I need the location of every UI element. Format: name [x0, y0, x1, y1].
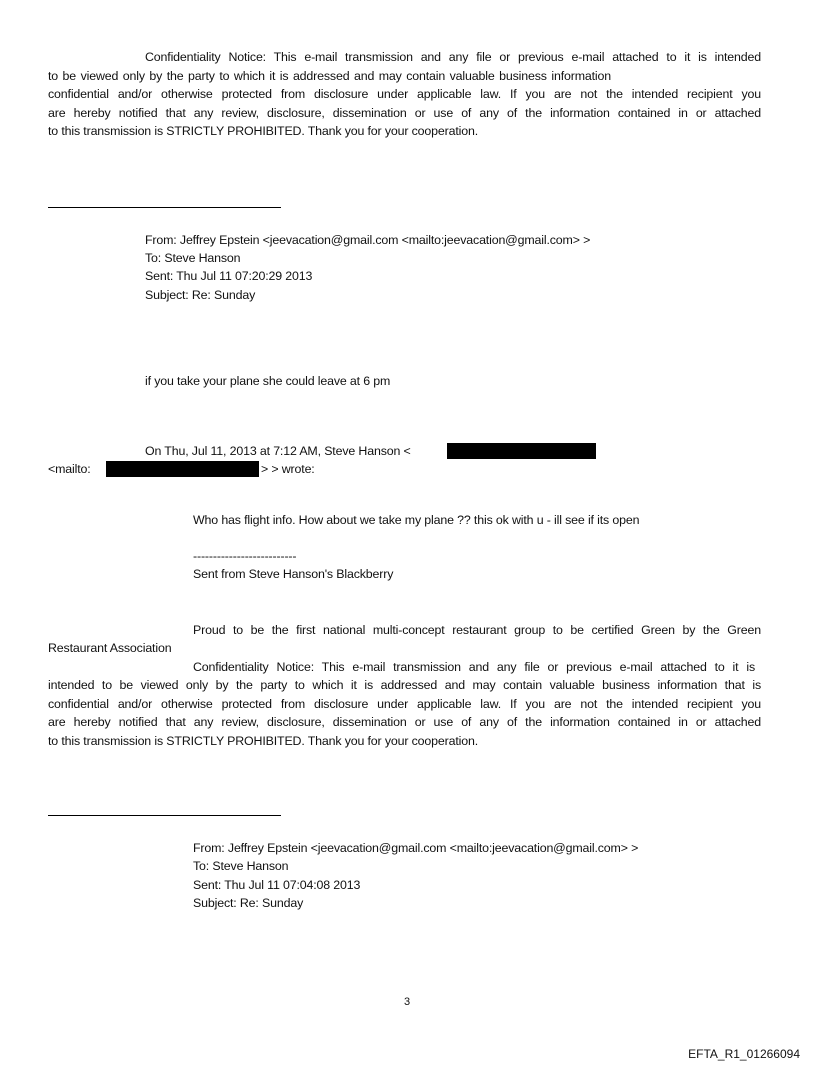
quote-intro-line: On Thu, Jul 11, 2013 at 7:12 AM, Steve Hanson <	[145, 444, 411, 458]
separator-rule	[48, 207, 281, 208]
notice-2-line: are hereby notified that any review, disclosure, dissemination or use of any of the information contained in or attached	[48, 715, 761, 729]
notice-2-line: confidential and/or otherwise protected from disclosure under applicable law. If you are not the intended recipient you	[48, 697, 761, 711]
quoted-message: Who has flight info. How about we take my plane ?? this ok with u - ill see if its open	[193, 513, 640, 527]
redaction-box	[447, 443, 596, 459]
notice-2-line: intended to be viewed only by the party to which it is addressed and may contain valuable business information that is	[48, 678, 761, 692]
email-to: To: Steve Hanson	[145, 251, 241, 265]
signature: Sent from Steve Hanson's Blackberry	[193, 567, 394, 581]
email-subject: Subject: Re: Sunday	[145, 288, 256, 302]
quote-intro-wrote: > > wrote:	[261, 462, 315, 476]
email-from: From: Jeffrey Epstein <jeevacation@gmail.com <mailto:jeevacation@gmail.com> >	[193, 841, 639, 855]
email-from: From: Jeffrey Epstein <jeevacation@gmail.com <mailto:jeevacation@gmail.com> >	[145, 233, 591, 247]
reply-body: if you take your plane she could leave at 6 pm	[145, 374, 391, 388]
proud-line: Restaurant Association	[48, 641, 172, 655]
notice-1-line: are hereby notified that any review, disclosure, dissemination or use of any of the information contained in or attached	[48, 106, 761, 120]
email-subject-sent: Sent: Thu Jul 11 07:04:08 2013	[193, 878, 361, 892]
notice-1-line: Confidentiality Notice: This e-mail transmission and any file or previous e-mail attached to it is intended	[145, 50, 761, 64]
email-to: To: Steve Hanson	[193, 859, 289, 873]
page-number: 3	[404, 996, 410, 1008]
redaction-box	[106, 461, 259, 477]
quote-intro-mailto: <mailto:	[48, 462, 91, 476]
signature-separator: --------------------------	[193, 549, 297, 563]
notice-2-line: to this transmission is STRICTLY PROHIBITED. Thank you for your cooperation.	[48, 734, 479, 748]
email-sent: Sent: Thu Jul 11 07:20:29 2013	[145, 269, 313, 283]
notice-1-line: confidential and/or otherwise protected from disclosure under applicable law. If you are not the intended recipient you	[48, 87, 761, 101]
separator-rule	[48, 815, 281, 816]
document-id-footer: EFTA_R1_01266094	[688, 1047, 800, 1061]
proud-line: Proud to be the first national multi-concept restaurant group to be certified Green by the Green	[193, 623, 761, 637]
notice-1-line: to be viewed only by the party to which it is addressed and may contain valuable business information	[48, 69, 611, 83]
email-subject: Subject: Re: Sunday	[193, 896, 304, 910]
notice-2-line: Confidentiality Notice: This e-mail transmission and any file or previous e-mail attached to it is	[193, 660, 755, 674]
notice-1-line: to this transmission is STRICTLY PROHIBITED. Thank you for your cooperation.	[48, 124, 479, 138]
